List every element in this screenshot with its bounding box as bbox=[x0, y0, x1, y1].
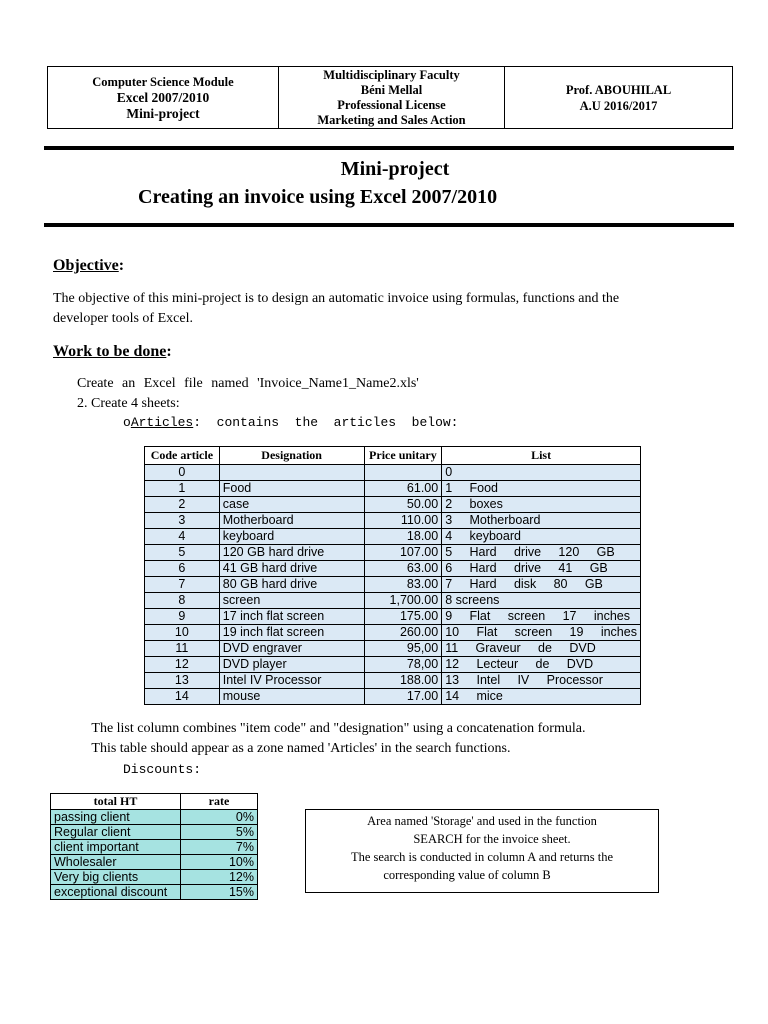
article-designation-cell: 17 inch flat screen bbox=[219, 609, 364, 625]
article-list-cell: 7 Hard disk 80 GB bbox=[442, 577, 641, 593]
objective-text: The objective of this mini-project is to design an automatic invoice using formulas, functions and the developer tools of Excel. bbox=[53, 291, 620, 326]
article-list-cell: 2 boxes bbox=[442, 497, 641, 513]
article-list-cell: 1 Food bbox=[442, 481, 641, 497]
discount-row bbox=[51, 810, 258, 825]
article-list-cell: 3 Motherboard bbox=[442, 513, 641, 529]
article-designation-cell: Intel IV Processor bbox=[219, 673, 364, 689]
article-designation-cell: 120 GB hard drive bbox=[219, 545, 364, 561]
discount-row bbox=[51, 840, 258, 855]
article-code-cell: 8 bbox=[145, 593, 220, 609]
article-price-cell: 50.00 bbox=[364, 497, 442, 513]
article-code-cell: 5 bbox=[145, 545, 220, 561]
col-code: Code article bbox=[145, 447, 220, 465]
article-price-cell: 260.00 bbox=[364, 625, 442, 641]
article-price-cell: 17.00 bbox=[364, 689, 442, 705]
article-list-cell: 5 Hard drive 120 GB bbox=[442, 545, 641, 561]
article-designation-cell: DVD engraver bbox=[219, 641, 364, 657]
bottom-rule bbox=[44, 223, 734, 227]
article-designation-cell bbox=[219, 465, 364, 481]
academic-year: A.U 2016/2017 bbox=[579, 98, 658, 113]
header-box bbox=[47, 66, 733, 129]
note-line: The search is conducted in column A and returns the bbox=[350, 850, 614, 864]
article-row bbox=[145, 641, 641, 657]
article-price-cell: 1,700.00 bbox=[364, 593, 442, 609]
step-1: Create an Excel file named 'Invoice_Name1_Name2.xls' bbox=[77, 376, 419, 391]
article-code-cell: 2 bbox=[145, 497, 220, 513]
program-name: Marketing and Sales Action bbox=[317, 112, 466, 127]
article-designation-cell: mouse bbox=[219, 689, 364, 705]
article-row bbox=[145, 593, 641, 609]
article-row bbox=[145, 481, 641, 497]
discounts-header-row bbox=[51, 794, 258, 810]
discount-rate-cell: 7% bbox=[181, 840, 258, 855]
article-price-cell: 175.00 bbox=[364, 609, 442, 625]
article-row bbox=[145, 577, 641, 593]
article-designation-cell: 41 GB hard drive bbox=[219, 561, 364, 577]
article-list-cell: 11 Graveur de DVD bbox=[442, 641, 641, 657]
article-code-cell: 10 bbox=[145, 625, 220, 641]
article-designation-cell: DVD player bbox=[219, 657, 364, 673]
article-price-cell: 61.00 bbox=[364, 481, 442, 497]
discount-client-cell: Very big clients bbox=[51, 870, 181, 885]
article-designation-cell: case bbox=[219, 497, 364, 513]
article-code-cell: 4 bbox=[145, 529, 220, 545]
article-code-cell: 3 bbox=[145, 513, 220, 529]
article-code-cell: 12 bbox=[145, 657, 220, 673]
article-price-cell: 95,00 bbox=[364, 641, 442, 657]
discount-row bbox=[51, 825, 258, 840]
discount-rate-cell: 15% bbox=[181, 885, 258, 900]
note-line: SEARCH for the invoice sheet. bbox=[413, 832, 571, 846]
article-list-cell: 4 keyboard bbox=[442, 529, 641, 545]
article-designation-cell: Motherboard bbox=[219, 513, 364, 529]
article-price-cell: 188.00 bbox=[364, 673, 442, 689]
article-code-cell: 11 bbox=[145, 641, 220, 657]
discount-client-cell: Regular client bbox=[51, 825, 181, 840]
article-price-cell bbox=[364, 465, 442, 481]
article-price-cell: 83.00 bbox=[364, 577, 442, 593]
article-list-cell: 8 screens bbox=[442, 593, 641, 609]
license-name: Professional License bbox=[337, 97, 446, 112]
article-row bbox=[145, 545, 641, 561]
article-designation-cell: Food bbox=[219, 481, 364, 497]
objective-heading: Objective: bbox=[53, 257, 125, 274]
article-code-cell: 6 bbox=[145, 561, 220, 577]
discounts-sheet-label: Discounts: bbox=[123, 762, 202, 777]
article-list-cell: 14 mice bbox=[442, 689, 641, 705]
faculty-name: Multidisciplinary Faculty bbox=[323, 67, 460, 82]
article-price-cell: 107.00 bbox=[364, 545, 442, 561]
articles-table bbox=[144, 446, 641, 705]
article-code-cell: 0 bbox=[145, 465, 220, 481]
discount-rate-cell: 5% bbox=[181, 825, 258, 840]
discount-row bbox=[51, 885, 258, 900]
top-rule bbox=[44, 146, 734, 150]
header-right bbox=[505, 67, 732, 128]
discount-client-cell: passing client bbox=[51, 810, 181, 825]
bullet-named-zone: This table should appear as a zone named 'Articles' in the search functions. bbox=[77, 741, 497, 756]
article-list-cell: 0 bbox=[442, 465, 641, 481]
article-price-cell: 18.00 bbox=[364, 529, 442, 545]
article-row bbox=[145, 657, 641, 673]
article-code-cell: 9 bbox=[145, 609, 220, 625]
col-rate: rate bbox=[181, 794, 258, 810]
page-title: Mini-project bbox=[340, 158, 450, 180]
city-name: Béni Mellal bbox=[360, 82, 423, 97]
col-price: Price unitary bbox=[364, 447, 442, 465]
note-line: Area named 'Storage' and used in the function bbox=[367, 814, 597, 828]
article-row bbox=[145, 497, 641, 513]
article-row bbox=[145, 689, 641, 705]
header-center bbox=[279, 67, 505, 128]
article-price-cell: 78,00 bbox=[364, 657, 442, 673]
project-type: Mini-project bbox=[126, 105, 200, 121]
article-code-cell: 14 bbox=[145, 689, 220, 705]
col-designation: Designation bbox=[219, 447, 364, 465]
article-row bbox=[145, 513, 641, 529]
discounts-table bbox=[50, 793, 258, 900]
article-price-cell: 110.00 bbox=[364, 513, 442, 529]
article-row bbox=[145, 529, 641, 545]
header-left bbox=[48, 67, 279, 128]
bullet-concatenation: The list column combines "item code" and "designation" using a concatenation formula. bbox=[77, 721, 572, 736]
article-row bbox=[145, 561, 641, 577]
article-price-cell: 63.00 bbox=[364, 561, 442, 577]
step-2: 2. Create 4 sheets: bbox=[77, 396, 180, 411]
module-name: Computer Science Module bbox=[92, 74, 234, 89]
article-code-cell: 13 bbox=[145, 673, 220, 689]
professor-name: Prof. ABOUHILAL bbox=[565, 82, 672, 97]
storage-note-box bbox=[305, 809, 659, 893]
articles-sheet-label: oArticles: contains the articles below: bbox=[123, 415, 459, 430]
article-designation-cell: 19 inch flat screen bbox=[219, 625, 364, 641]
article-code-cell: 1 bbox=[145, 481, 220, 497]
article-code-cell: 7 bbox=[145, 577, 220, 593]
software-version: Excel 2007/2010 bbox=[116, 89, 210, 105]
article-list-cell: 12 Lecteur de DVD bbox=[442, 657, 641, 673]
work-heading: Work to be done: bbox=[53, 343, 172, 360]
article-list-cell: 13 Intel IV Processor bbox=[442, 673, 641, 689]
discount-client-cell: exceptional discount bbox=[51, 885, 181, 900]
article-designation-cell: keyboard bbox=[219, 529, 364, 545]
discount-row bbox=[51, 870, 258, 885]
article-list-cell: 10 Flat screen 19 inches bbox=[442, 625, 641, 641]
page-subtitle: Creating an invoice using Excel 2007/2010 bbox=[138, 186, 498, 208]
article-row bbox=[145, 673, 641, 689]
article-designation-cell: screen bbox=[219, 593, 364, 609]
discount-row bbox=[51, 855, 258, 870]
article-list-cell: 6 Hard drive 41 GB bbox=[442, 561, 641, 577]
discount-client-cell: client important bbox=[51, 840, 181, 855]
discount-rate-cell: 10% bbox=[181, 855, 258, 870]
col-list: List bbox=[442, 447, 641, 465]
note-line: corresponding value of column B bbox=[383, 868, 551, 882]
article-list-cell: 9 Flat screen 17 inches bbox=[442, 609, 641, 625]
article-row bbox=[145, 625, 641, 641]
article-row bbox=[145, 465, 641, 481]
article-designation-cell: 80 GB hard drive bbox=[219, 577, 364, 593]
articles-header-row bbox=[145, 447, 641, 465]
col-total-ht: total HT bbox=[51, 794, 181, 810]
discount-rate-cell: 12% bbox=[181, 870, 258, 885]
article-row bbox=[145, 609, 641, 625]
discount-client-cell: Wholesaler bbox=[51, 855, 181, 870]
discount-rate-cell: 0% bbox=[181, 810, 258, 825]
